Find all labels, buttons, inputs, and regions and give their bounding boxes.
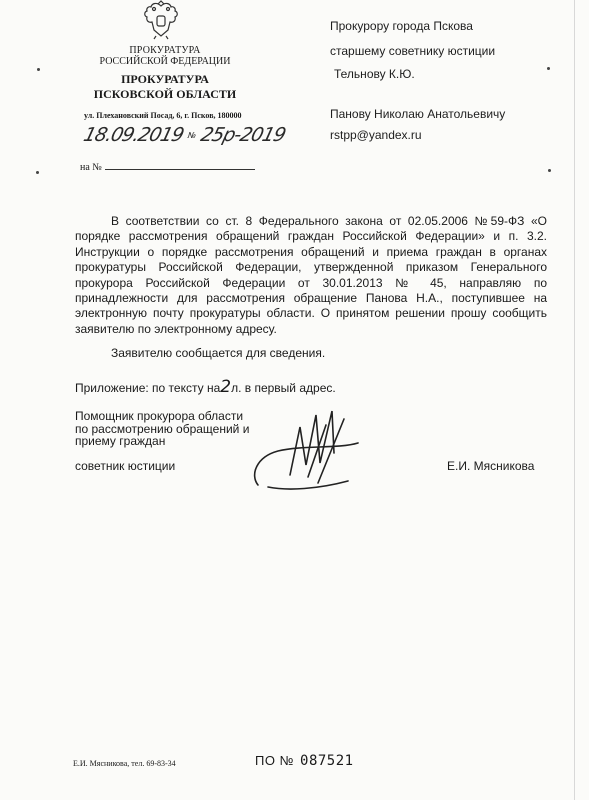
letter-body	[75, 214, 547, 337]
addressee-line-4: Панову Николаю Анатольевичу	[330, 107, 506, 121]
form-serial-number	[255, 753, 354, 769]
addressee-email: rstpp@yandex.ru	[330, 128, 422, 142]
reference-field	[80, 162, 255, 173]
number-sign: №	[186, 131, 198, 140]
handwritten-date-and-number	[81, 124, 287, 146]
scan-speck	[548, 169, 551, 172]
letterhead-address: ул. Плехановский Посад, 6, г. Псков, 180000	[84, 111, 242, 120]
reference-label: на №	[80, 162, 102, 173]
letterhead-org-line-1: ПРОКУРАТУРА	[129, 45, 201, 56]
serial-value: 087521	[300, 753, 354, 769]
handwritten-signature-icon	[248, 405, 388, 495]
attachment-prefix: Приложение: по тексту на	[75, 381, 221, 395]
addressee-line-2: старшему советнику юстиции	[330, 44, 496, 58]
signatory-position: Помощник прокурора области по рассмотрению обращений и приему граждан	[75, 409, 250, 448]
scan-edge	[574, 0, 575, 800]
handwritten-date: 18.09.2019	[81, 124, 186, 146]
attachment-handwritten-count: 2	[220, 377, 232, 397]
signatory-name: Е.И. Мясникова	[447, 459, 535, 473]
scan-speck	[547, 67, 550, 70]
letterhead-org-line-3: ПРОКУРАТУРА	[121, 72, 209, 86]
addressee-line-3: Тельнову К.Ю.	[334, 67, 415, 81]
footer-contact: Е.И. Мясникова, тел. 69-83-34	[73, 759, 176, 768]
scan-speck	[36, 171, 39, 174]
addressee-line-1: Прокурору города Пскова	[330, 19, 473, 33]
signatory-rank: советник юстиции	[75, 459, 176, 473]
attachment-line	[75, 377, 336, 397]
double-headed-eagle-emblem-icon	[140, 0, 182, 40]
serial-prefix: ПО №	[255, 753, 295, 768]
scan-speck	[37, 68, 40, 71]
notice-line: Заявителю сообщается для сведения.	[111, 346, 326, 360]
letterhead-org-line-4: ПСКОВСКОЙ ОБЛАСТИ	[93, 87, 237, 101]
body-paragraph: В соответствии со ст. 8 Федерального закона от 02.05.2006 №59-ФЗ «О порядке рассмотрения обращений граждан Российской Федерации» и п. 3.2. Инструкции о порядке рассмотрения обращений и приема граждан в органах прокуратуры Российской Федерации, утвержденной приказом Генерального прокурора Российской Федерации от 30.01.2013 № 45, направляю по принадлежности для рассмотрения обращение Панова Н.А., поступившее на электронную почту прокуратуры области. О принятом решении прошу сообщить заявителю по электронному адресу.	[75, 214, 547, 336]
handwritten-reg-number: 25р-2019	[198, 124, 288, 146]
reference-blank-line	[105, 168, 255, 170]
attachment-suffix: л. в первый адрес.	[231, 381, 336, 395]
letterhead-org-line-2: РОССИЙСКОЙ ФЕДЕРАЦИИ	[99, 56, 231, 67]
